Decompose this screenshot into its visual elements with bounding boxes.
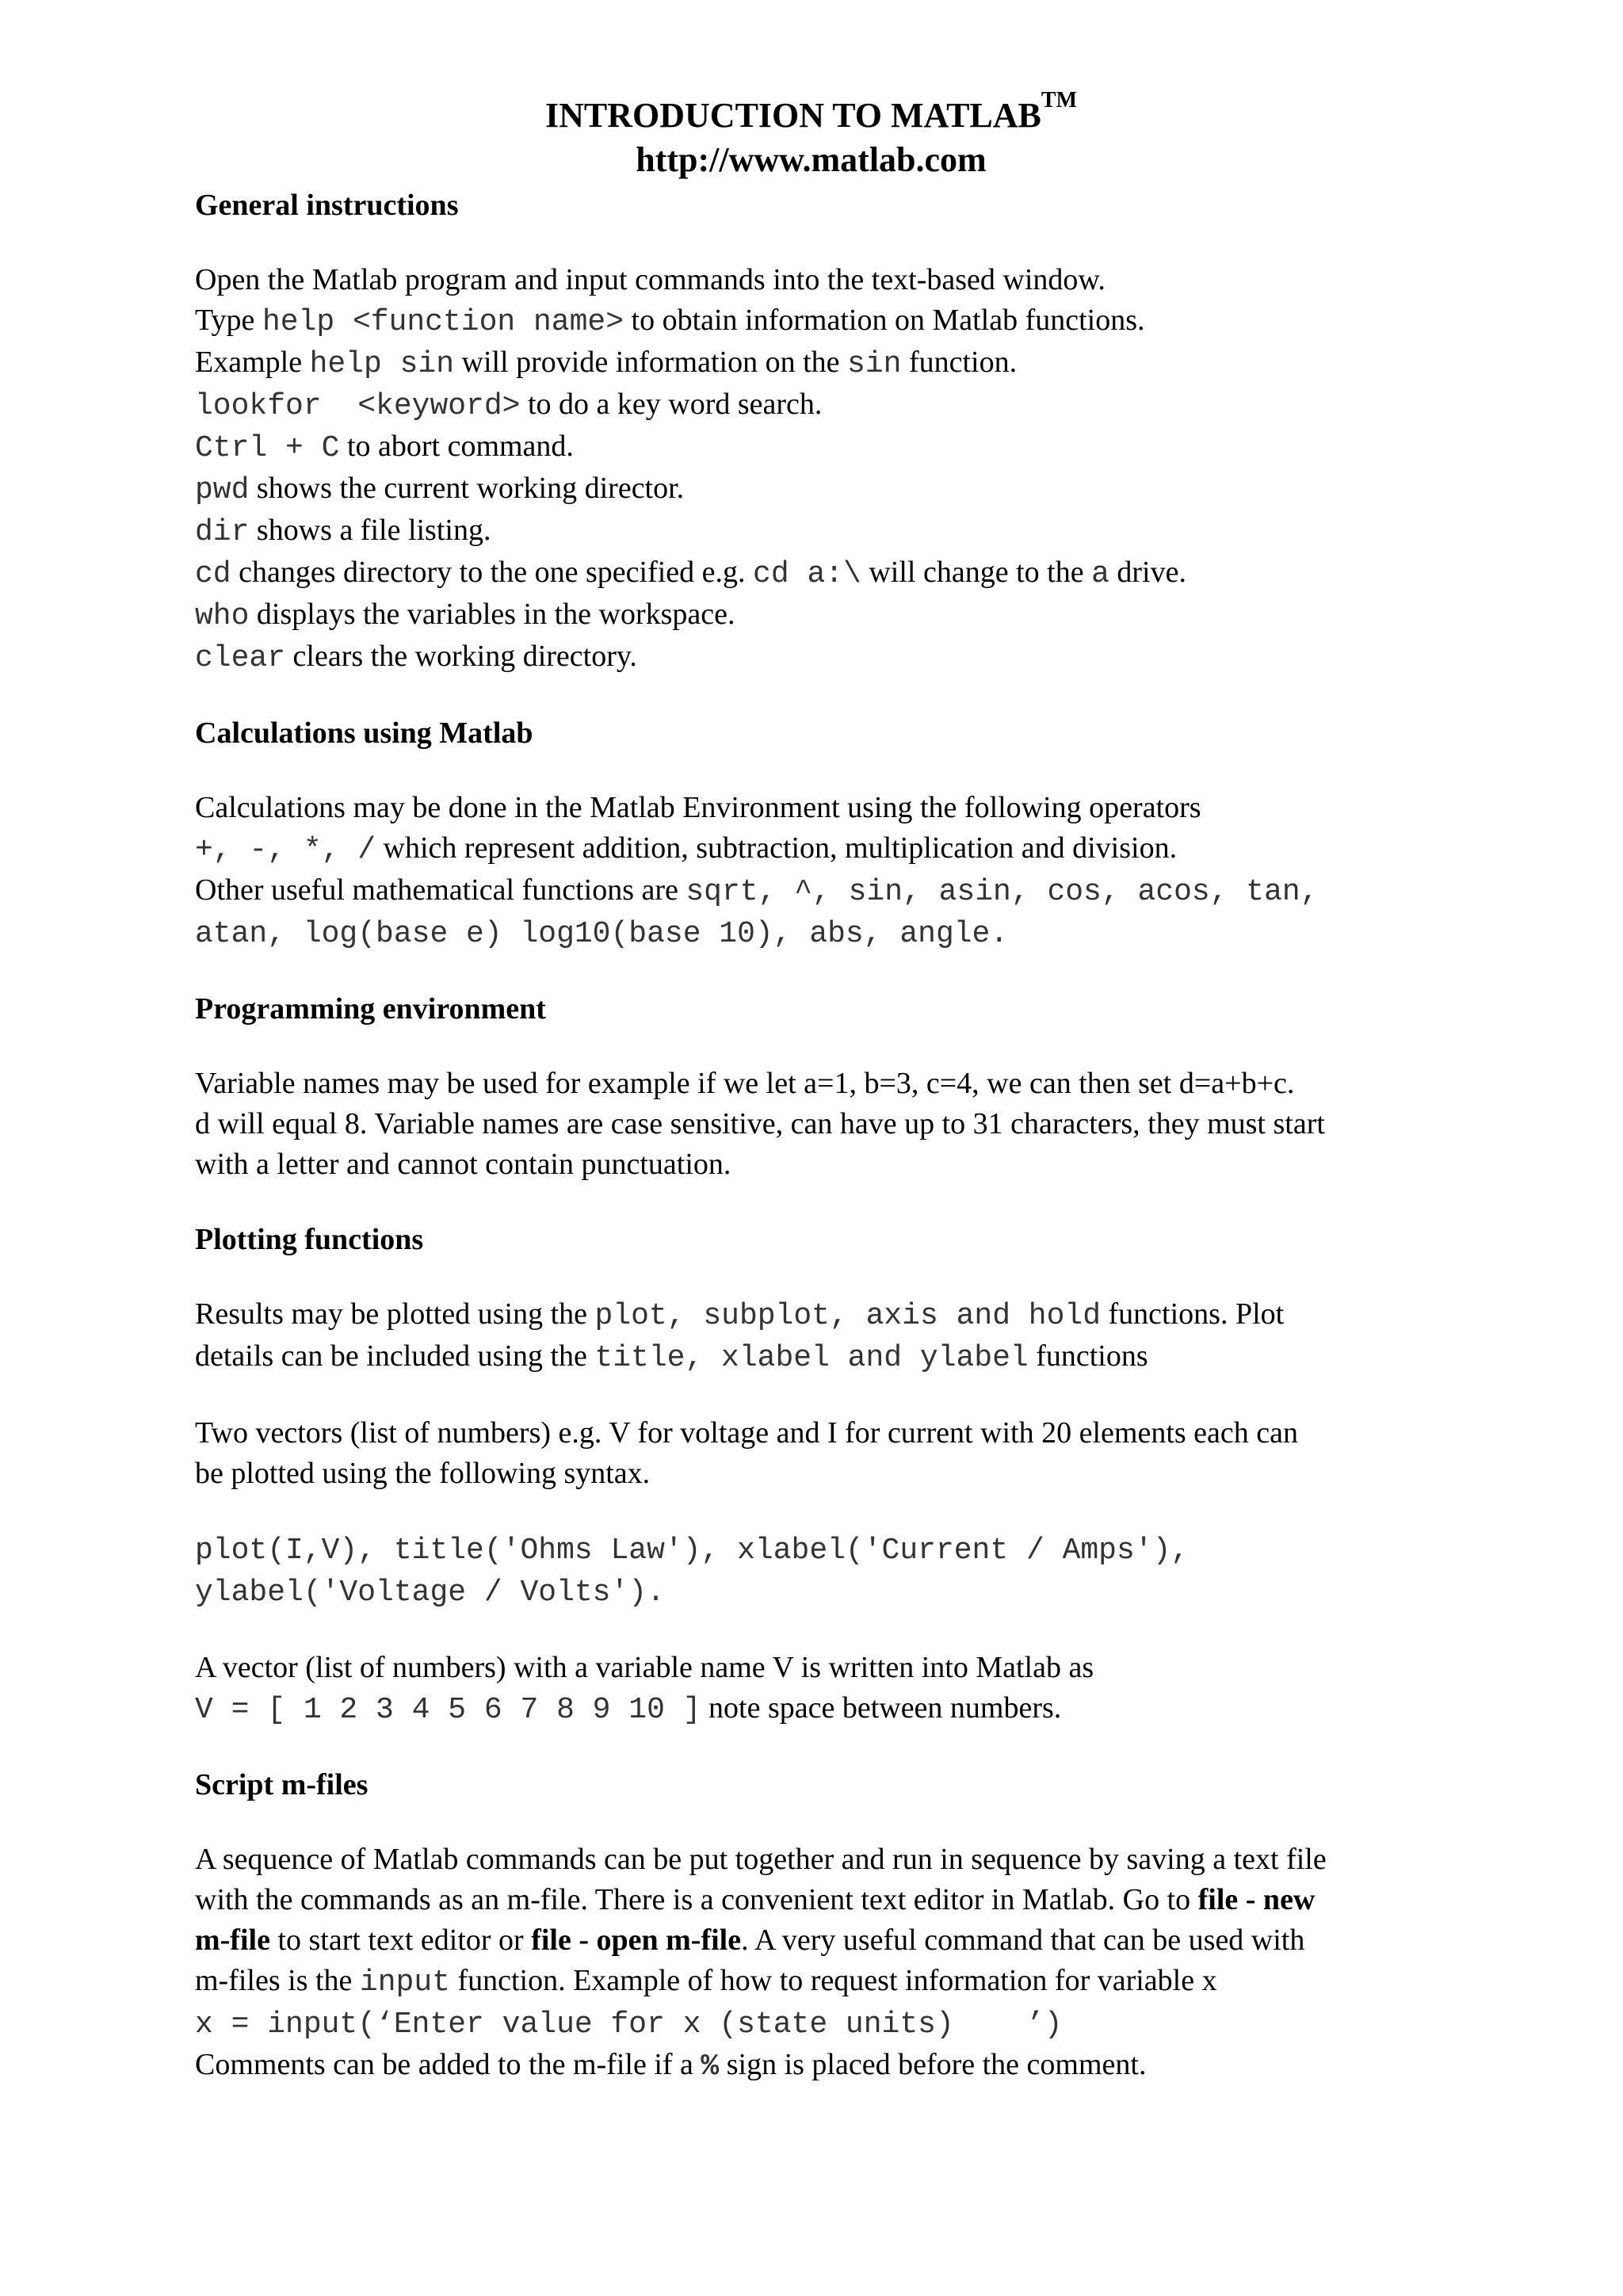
- general-line-5: [195, 426, 1463, 468]
- general-line-1: Open the Matlab program and input commands into the text-based window.: [195, 263, 1106, 296]
- text-span: drive.: [1109, 556, 1186, 589]
- heading-plotting-functions: Plotting functions: [195, 1223, 424, 1256]
- code-sin: sin: [847, 347, 902, 381]
- general-line-9: [195, 594, 1463, 636]
- code-operators: +, -, *, /: [195, 833, 376, 867]
- general-line-4: [195, 384, 1463, 426]
- code-plot-example-2: ylabel('Voltage / Volts').: [195, 1576, 665, 1610]
- plot-line-1: [195, 1294, 1463, 1336]
- code-vector-example: V = [ 1 2 3 4 5 6 7 8 9 10 ]: [195, 1693, 701, 1727]
- script-line-2: [195, 1880, 1463, 1920]
- document-body: [195, 87, 1463, 2087]
- code-math-functions: sqrt, ^, sin, asin, cos, acos, tan,: [685, 875, 1319, 909]
- code-math-functions-cont: atan, log(base e) log10(base 10), abs, angle.: [195, 917, 1009, 951]
- plot-code-line-1: [195, 1529, 1463, 1571]
- code-label-functions: title, xlabel and ylabel: [594, 1341, 1029, 1375]
- heading-programming-environment: Programming environment: [195, 992, 546, 1026]
- code-percent: %: [701, 2050, 720, 2084]
- text-span: . A very useful command that can be used with: [741, 1924, 1305, 1957]
- general-line-3: [195, 342, 1463, 384]
- text-span: to obtain information on Matlab functions.: [624, 304, 1145, 337]
- heading-general-instructions: General instructions: [195, 189, 459, 222]
- text-span: functions: [1028, 1339, 1148, 1373]
- text-span: function.: [901, 346, 1018, 379]
- code-help-function: help <function name>: [262, 305, 624, 339]
- text-span: Results may be plotted using the: [195, 1297, 595, 1331]
- script-line-4: [195, 1961, 1463, 2003]
- plot-line-4: be plotted using the following syntax.: [195, 1457, 651, 1490]
- text-span: function. Example of how to request information for variable x: [449, 1964, 1217, 1997]
- plot-code-line-2: [195, 1571, 1463, 1613]
- general-line-10: [195, 636, 1463, 678]
- text-span: Comments can be added to the m-file if a: [195, 2048, 701, 2081]
- script-line-5: [195, 2003, 1463, 2045]
- title-text: INTRODUCTION TO MATLAB: [545, 96, 1041, 135]
- calc-line-2: [195, 828, 1463, 870]
- code-lookfor: lookfor <keyword>: [195, 389, 521, 423]
- code-help-sin: help sin: [309, 347, 454, 381]
- text-span: details can be included using the: [195, 1339, 595, 1373]
- code-cd-a: cd a:\: [753, 557, 861, 591]
- page-url: http://www.matlab.com: [636, 140, 987, 179]
- plot-line-5: A vector (list of numbers) with a variable name V is written into Matlab as: [195, 1651, 1094, 1684]
- menu-path-file-open: file - open m-file: [531, 1924, 742, 1957]
- plot-line-6: [195, 1688, 1463, 1730]
- text-span: Other useful mathematical functions are: [195, 873, 686, 907]
- prog-line-1: Variable names may be used for example if we let a=1, b=3, c=4, we can then set d=a+b+c.: [195, 1067, 1295, 1100]
- code-pwd: pwd: [195, 473, 250, 507]
- code-plot-functions: plot, subplot, axis and hold: [594, 1299, 1102, 1333]
- text-span: shows the current working director.: [249, 472, 685, 505]
- calc-line-4: [195, 912, 1463, 954]
- trademark-mark: TM: [1041, 87, 1077, 113]
- plot-line-2: [195, 1336, 1463, 1378]
- code-a: a: [1091, 557, 1109, 591]
- code-who: who: [195, 599, 250, 633]
- prog-line-3: with a letter and cannot contain punctuation.: [195, 1148, 731, 1181]
- text-span: clears the working directory.: [285, 640, 637, 673]
- text-span: Type: [195, 304, 262, 337]
- menu-path-file-new: file - new: [1197, 1883, 1316, 1916]
- script-line-3: [195, 1920, 1463, 1961]
- code-input: input: [359, 1966, 450, 2000]
- code-plot-example-1: plot(I,V), title('Ohms Law'), xlabel('Current / Amps'),: [195, 1534, 1190, 1568]
- heading-script-m-files: Script m-files: [195, 1768, 369, 1801]
- general-line-7: [195, 510, 1463, 552]
- text-span: with the commands as an m-file. There is a convenient text editor in Matlab. Go to: [195, 1883, 1198, 1916]
- text-span: shows a file listing.: [249, 514, 491, 547]
- text-span: to start text editor or: [269, 1924, 532, 1957]
- code-input-example: x = input(‘Enter value for x (state units) ’): [195, 2008, 1063, 2042]
- calc-line-3: [195, 870, 1463, 912]
- code-cd: cd: [195, 557, 231, 591]
- text-span: sign is placed before the comment.: [719, 2048, 1147, 2081]
- text-span: to abort command.: [339, 430, 574, 463]
- text-span: will provide information on the: [454, 346, 848, 379]
- general-line-8: [195, 552, 1463, 594]
- code-clear: clear: [195, 641, 286, 675]
- general-line-6: [195, 468, 1463, 510]
- plot-line-3: Two vectors (list of numbers) e.g. V for voltage and I for current with 20 elements each can: [195, 1416, 1298, 1450]
- text-span: will change to the: [861, 556, 1092, 589]
- text-span: m-files is the: [195, 1964, 360, 1997]
- prog-line-2: d will equal 8. Variable names are case sensitive, can have up to 31 characters, they must start: [195, 1107, 1325, 1140]
- text-span: note space between numbers.: [701, 1691, 1062, 1725]
- text-span: which represent addition, subtraction, multiplication and division.: [376, 831, 1178, 865]
- calc-line-1: Calculations may be done in the Matlab Environment using the following operators: [195, 791, 1201, 824]
- text-span: changes directory to the one specified e.g.: [231, 556, 754, 589]
- code-dir: dir: [195, 515, 250, 549]
- page-title: [195, 87, 1427, 138]
- general-line-2: [195, 300, 1463, 342]
- code-ctrl-c: Ctrl + C: [195, 431, 340, 465]
- script-line-6: [195, 2045, 1463, 2087]
- text-span: to do a key word search.: [520, 388, 823, 421]
- menu-path-m-file: m-file: [195, 1924, 270, 1957]
- text-span: displays the variables in the workspace.: [249, 598, 735, 631]
- script-line-1: A sequence of Matlab commands can be put together and run in sequence by saving a text file: [195, 1843, 1327, 1876]
- heading-calculations: Calculations using Matlab: [195, 716, 533, 750]
- text-span: Example: [195, 346, 310, 379]
- text-span: functions. Plot: [1101, 1297, 1285, 1331]
